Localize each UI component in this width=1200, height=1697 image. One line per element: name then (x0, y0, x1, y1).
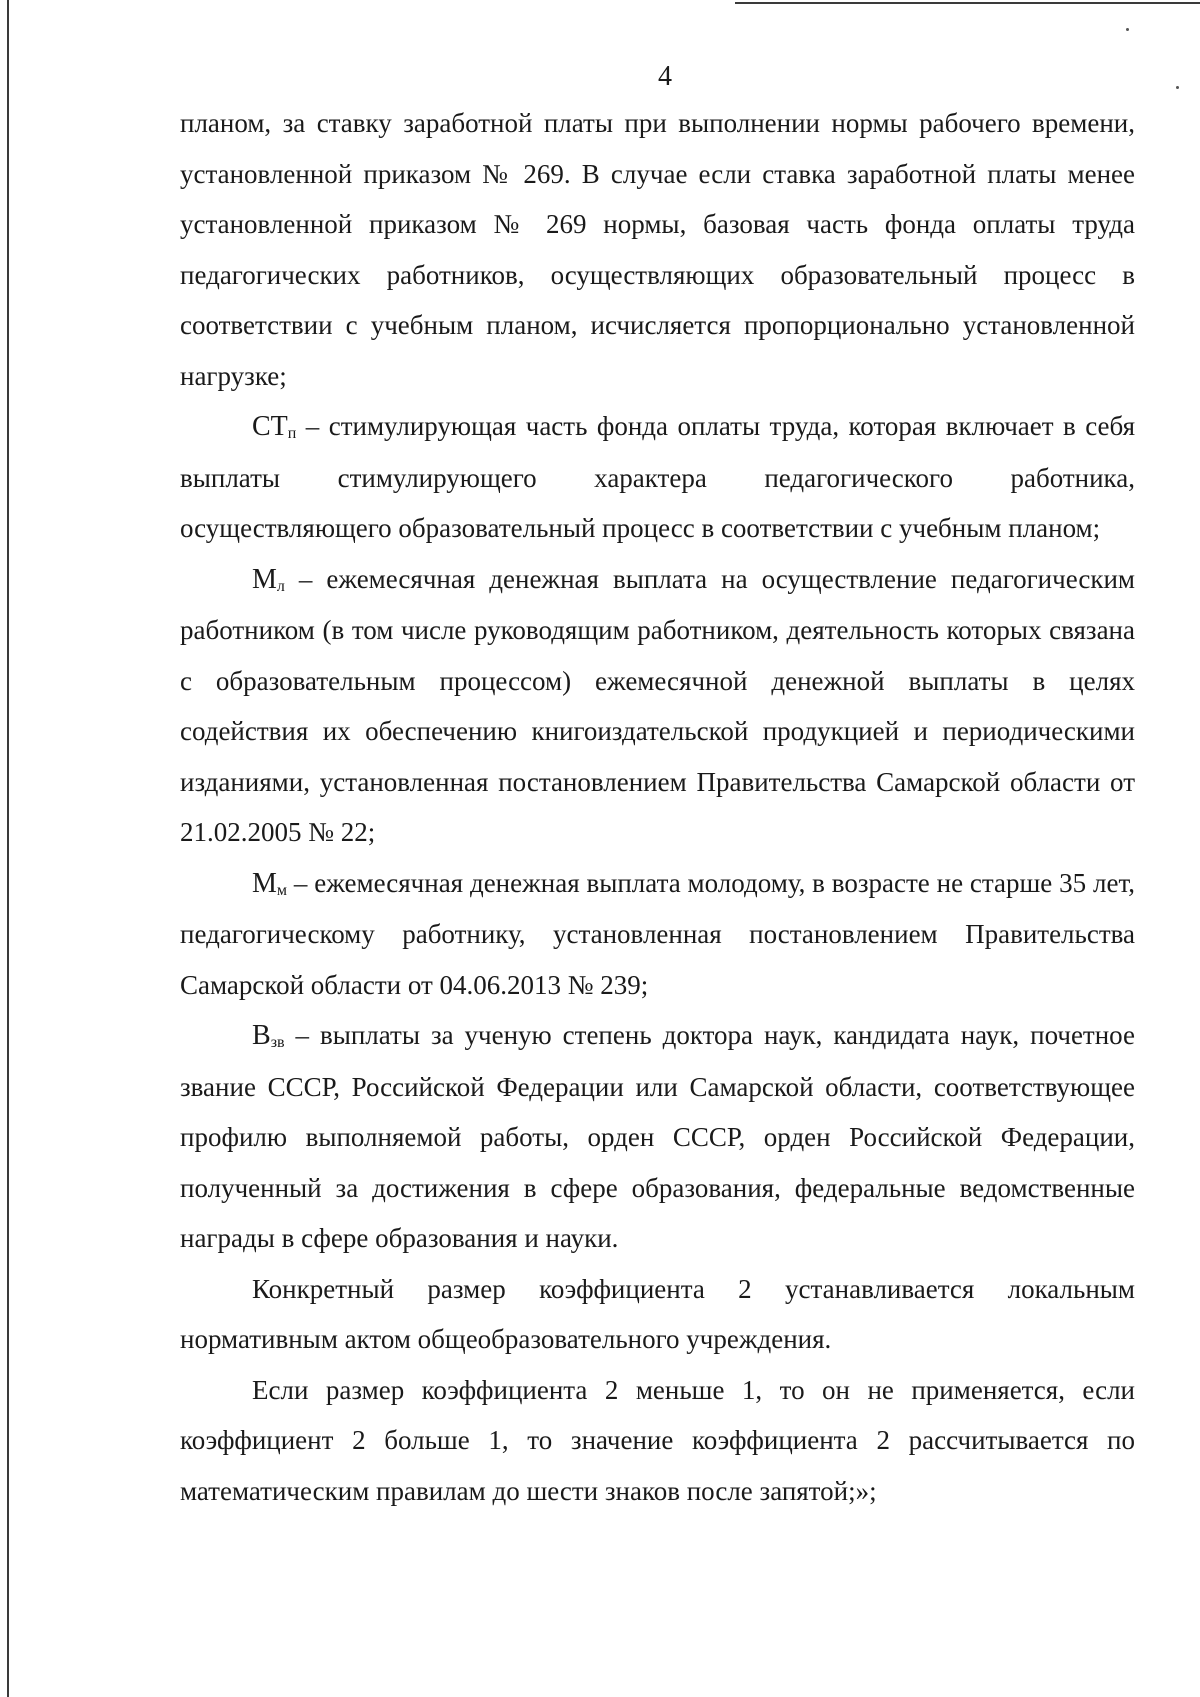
paragraph-text: – выплаты за ученую степень доктора наук, кандидата наук, почетное звание СССР, Российской Федерации или Самарской области, соответствующее профилю выполняемой работы, орден СССР, орден Российской Федерации, полученный за достижения в сфере образования, федеральные ведомственные награды в сфере образования и науки. (180, 1020, 1135, 1253)
paragraph-monthly-payment-young (180, 858, 1135, 1011)
paragraph-text: – ежемесячная денежная выплата молодому, в возрасте не старше 35 лет, педагогическому работнику, установленная постановлением Правительства Самарской области от 04.06.2013 № 239; (180, 867, 1135, 1000)
paragraph-degree-payments (180, 1010, 1135, 1264)
paragraph-monthly-payment-literature (180, 554, 1135, 858)
paragraph-text: Конкретный размер коэффициента 2 устанавливается локальным нормативным актом общеобразовательного учреждения. (180, 1273, 1135, 1354)
paragraph-stimulating-part (180, 401, 1135, 554)
formula-subscript: зв (270, 1034, 285, 1051)
formula-symbol: М (252, 867, 277, 899)
formula-subscript: п (287, 425, 297, 442)
formula-symbol: М (252, 563, 277, 595)
scan-edge-top (735, 2, 1200, 4)
formula-subscript: л (276, 577, 285, 595)
scan-speck (1126, 28, 1129, 31)
paragraph-text: – ежемесячная денежная выплата на осуществление педагогическим работником (в том числе руководящим работником, деятельность которых связана с образовательным процессом) ежемесячной денежной выплаты в целях содействия их обеспечению книгоиздательской продукцией и периодическими изданиями, установленная постановлением Правительства Самарской области от 21.02.2005 № 22; (180, 563, 1135, 847)
formula-symbol: В (252, 1020, 271, 1051)
paragraph-text: Если размер коэффициента 2 меньше 1, то он не применяется, если коэффициент 2 больше 1, то значение коэффициента 2 рассчитывается по математическим правилам до шести знаков после запятой;»; (180, 1374, 1135, 1506)
paragraph-coefficient-local-act (180, 1264, 1135, 1365)
document-body (180, 98, 1135, 1516)
paragraph-text: планом, за ставку заработной платы при выполнении нормы рабочего времени, установленной приказом № 269. В случае если ставка заработной платы менее установленной приказом № 269 нормы, базовая часть фонда оплаты труда педагогических работников, осуществляющих образовательный процесс в соответствии с учебным планом, исчисляется пропорционально установленной нагрузке; (180, 108, 1135, 391)
formula-symbol: СТ (252, 411, 288, 442)
paragraph-base-fund-continuation (180, 98, 1135, 401)
page-number: 4 (658, 61, 672, 92)
paragraph-coefficient-rules (180, 1365, 1135, 1517)
scan-edge-left (7, 0, 9, 1697)
paragraph-text: – стимулирующая часть фонда оплаты труда, которая включает в себя выплаты стимулирующего характера педагогического работника, осуществляющего образовательный процесс в соответствии с учебным планом; (180, 411, 1135, 543)
formula-subscript: м (276, 881, 288, 899)
